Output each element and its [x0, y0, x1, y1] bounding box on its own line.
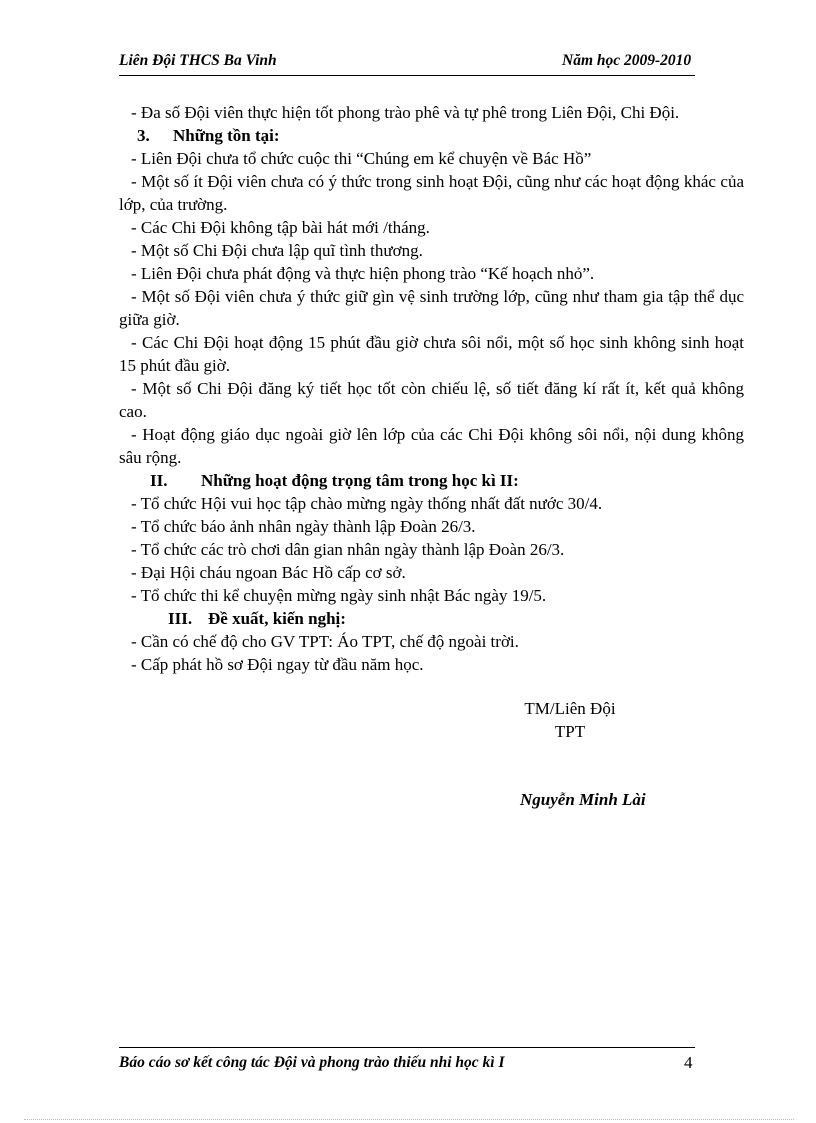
list-item: - Các Chi Đội hoạt động 15 phút đầu giờ chưa sôi nổi, một số học sinh không sinh hoạt 15 phút đầu giờ.	[119, 333, 744, 375]
signature-title: TM/Liên Đội	[524, 699, 616, 718]
section-heading-ton-tai	[119, 124, 744, 147]
list-item: - Một số Đội viên chưa ý thức giữ gìn vệ sinh trường lớp, cũng như tham gia tập thể dục giữa giờ.	[119, 287, 744, 329]
page-number: 4	[684, 1053, 693, 1072]
document-body	[119, 101, 744, 676]
list-item: - Một số ít Đội viên chưa có ý thức trong sinh hoạt Đội, cũng như các hoạt động khác của lớp, của trường.	[119, 172, 744, 214]
page-edge-divider	[24, 1119, 794, 1120]
footer-report-title: Báo cáo sơ kết công tác Đội và phong trào thiếu nhi học kì I	[119, 1054, 505, 1071]
list-item: - Liên Đội chưa phát động và thực hiện phong trào “Kế hoạch nhỏ”.	[131, 264, 595, 283]
list-item: - Một số Chi Đội chưa lập quĩ tình thương.	[131, 241, 423, 260]
section-title: Những tồn tại:	[173, 126, 280, 145]
section-title: Đề xuất, kiến nghị:	[208, 609, 346, 628]
list-item: - Hoạt động giáo dục ngoài giờ lên lớp của các Chi Đội không sôi nổi, nội dung không sâu rộng.	[119, 425, 744, 467]
signature-name: Nguyễn Minh Lài	[520, 790, 646, 809]
section-heading-hoat-dong	[119, 469, 744, 492]
list-item: - Tổ chức báo ảnh nhân ngày thành lập Đoàn 26/3.	[131, 517, 476, 536]
list-item: - Cần có chế độ cho GV TPT: Áo TPT, chế độ ngoài trời.	[131, 632, 519, 651]
section-title: Những hoạt động trọng tâm trong học kì II:	[201, 471, 519, 490]
list-item: - Tổ chức các trò chơi dân gian nhân ngày thành lập Đoàn 26/3.	[131, 540, 565, 559]
list-item: - Liên Đội chưa tổ chức cuộc thi “Chúng em kể chuyện về Bác Hồ”	[131, 149, 592, 168]
section-number: II.	[150, 471, 168, 490]
header-organization: Liên Đội THCS Ba Vinh	[119, 52, 277, 69]
list-item: - Cấp phát hồ sơ Đội ngay từ đầu năm học.	[131, 655, 424, 674]
list-item: - Tổ chức Hội vui học tập chào mừng ngày thống nhất đất nước 30/4.	[131, 494, 603, 513]
section-number: 3.	[137, 126, 150, 145]
list-item: - Đại Hội cháu ngoan Bác Hồ cấp cơ sở.	[131, 563, 406, 582]
list-item: - Tổ chức thi kể chuyện mừng ngày sinh nhật Bác ngày 19/5.	[131, 586, 547, 605]
header-school-year: Năm học 2009-2010	[562, 52, 692, 69]
header-divider	[119, 75, 695, 76]
section-heading-de-xuat	[119, 607, 744, 630]
list-item: - Các Chi Đội không tập bài hát mới /tháng.	[131, 218, 430, 237]
list-item: - Một số Chi Đội đăng ký tiết học tốt còn chiếu lệ, số tiết đăng kí rất ít, kết quả không cao.	[119, 379, 744, 421]
footer-divider	[119, 1047, 695, 1048]
signature-block	[515, 697, 625, 743]
section-number: III.	[168, 609, 193, 628]
signature-role: TPT	[554, 722, 586, 741]
intro-line: - Đa số Đội viên thực hiện tốt phong trào phê và tự phê trong Liên Đội, Chi Đội.	[131, 103, 680, 122]
